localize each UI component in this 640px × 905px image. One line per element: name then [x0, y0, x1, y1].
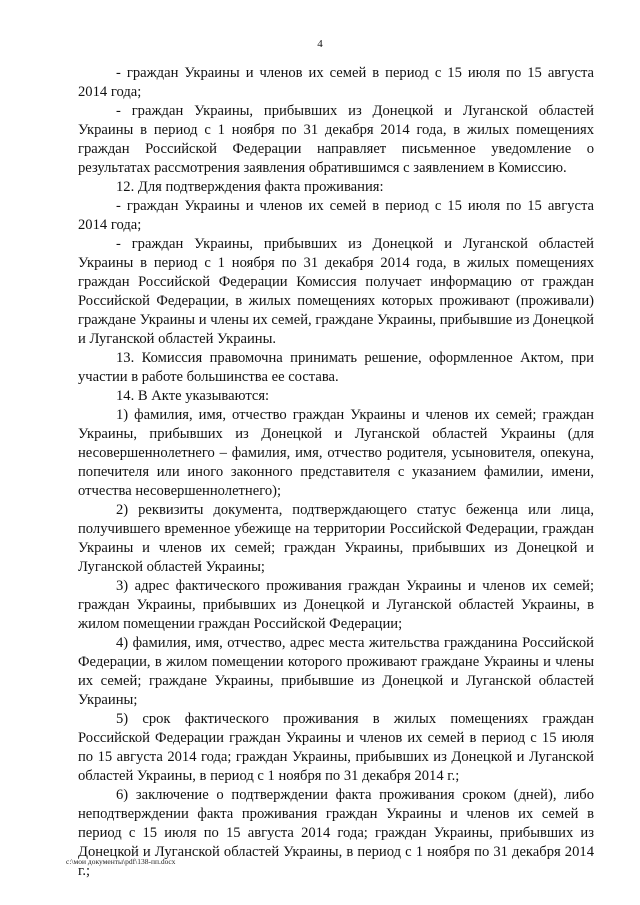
paragraph: 13. Комиссия правомочна принимать решение, оформленное Актом, при участии в работе большинства ее состава. [78, 350, 594, 385]
page-number: 4 [317, 38, 323, 50]
paragraph: 5) срок фактического проживания в жилых помещениях граждан Российской Федерации граждан Украины и членов их семей в период с 15 июля по 15 августа 2014 года; граждан Украины, прибывших из Донецкой и Луганской областей Украины, в период с 1 ноября по 31 декабря 2014 г.; [78, 711, 594, 784]
paragraph: 14. В Акте указываются: [116, 388, 270, 404]
paragraph: - граждан Украины и членов их семей в период с 15 июля по 15 августа 2014 года; [78, 198, 594, 233]
paragraph: 3) адрес фактического проживания граждан Украины и членов их семей; граждан Украины, прибывших из Донецкой и Луганской областей Украины, в жилом помещении граждан Российской Федерации; [78, 578, 594, 632]
paragraph: - граждан Украины, прибывших из Донецкой и Луганской областей Украины в период с 1 ноября по 31 декабря 2014 года, в жилых помещениях граждан Российской Федерации Комиссия получает информацию от граждан Российской Федерации, в жилых помещениях которых проживают (проживали) граждане Украины и члены их семей, граждане Украины, прибывшие из Донецкой и Луганской областей Украины. [78, 236, 594, 347]
paragraph: 2) реквизиты документа, подтверждающего статус беженца или лица, получившего временное убежище на территории Российской Федерации, граждан Украины и членов их семей; граждан Украины, прибывших из Донецкой и Луганской областей Украины; [78, 502, 594, 575]
paragraph: - граждан Украины, прибывших из Донецкой и Луганской областей Украины в период с 1 ноября по 31 декабря 2014 года, в жилых помещениях граждан Российской Федерации направляет письменное уведомление о результатах рассмотрения заявления обратившимся с заявлением в Комиссию. [78, 103, 594, 176]
paragraph: 6) заключение о подтверждении факта проживания сроком (дней), либо неподтверждении факта проживания граждан Украины и членов их семей в период с 15 июля по 15 августа 2014 года; граждан Украины, прибывших из Донецкой и Луганской областей Украины, в период с 1 ноября по 31 декабря 2014 г.; [78, 787, 594, 879]
paragraph: 1) фамилия, имя, отчество граждан Украины и членов их семей; граждан Украины, прибывших из Донецкой и Луганской областей Украины (для несовершеннолетнего – фамилия, имя, отчество родителя, усыновителя, опекуна, попечителя или иного законного представителя с указанием фамилии, имени, отчества несовершеннолетнего); [78, 407, 594, 499]
paragraph: 4) фамилия, имя, отчество, адрес места жительства гражданина Российской Федерации, в жилом помещении которого проживают граждане Украины и члены их семей; граждане Украины, прибывшие из Донецкой и Луганской областей Украины; [78, 635, 594, 708]
paragraph: - граждан Украины и членов их семей в период с 15 июля по 15 августа 2014 года; [78, 65, 594, 100]
document-body [78, 64, 594, 881]
paragraph: 12. Для подтверждения факта проживания: [116, 179, 384, 195]
footer-file-path: c:\мои документы\pdf\138-пп.docx [66, 857, 176, 866]
